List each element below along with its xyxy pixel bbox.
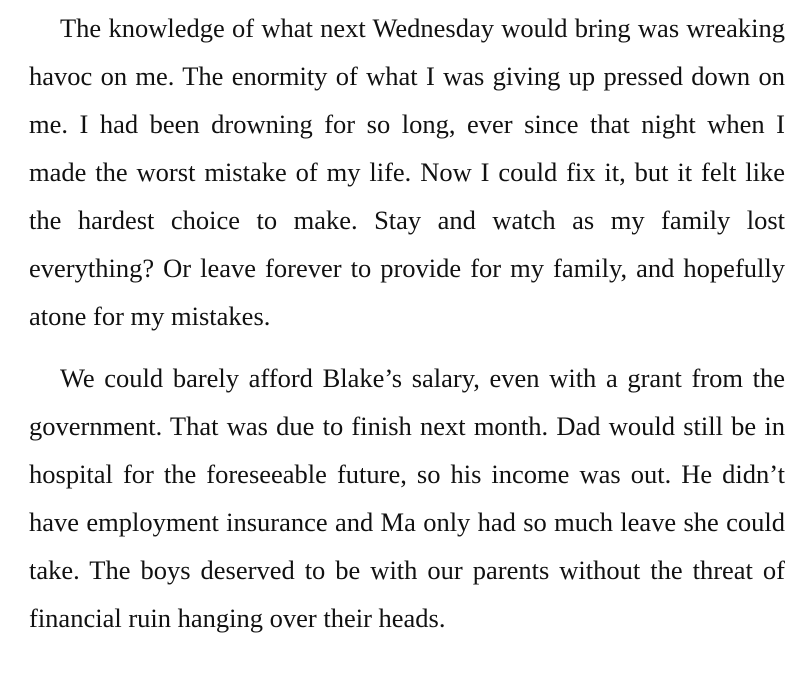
book-page — [29, 4, 785, 642]
paragraph-1: The knowledge of what next Wednesday would bring was wreaking havoc on me. The enormity of what I was giving up pressed down on me. I had been drowning for so long, ever since that night when I made the worst mistake of my life. Now I could fix it, but it felt like the hardest choice to make. Stay and watch as my family lost everything? Or leave forever to provide for my family, and hopefully atone for my mistakes. — [29, 13, 785, 331]
paragraph-2: We could barely afford Blake’s salary, even with a grant from the government. That was due to finish next month. Dad would still be in hospital for the foreseeable future, so his income was out. He didn’t have employment insurance and Ma only had so much leave she could take. The boys deserved to be with our parents without the threat of financial ruin hanging over their heads. — [29, 363, 785, 633]
